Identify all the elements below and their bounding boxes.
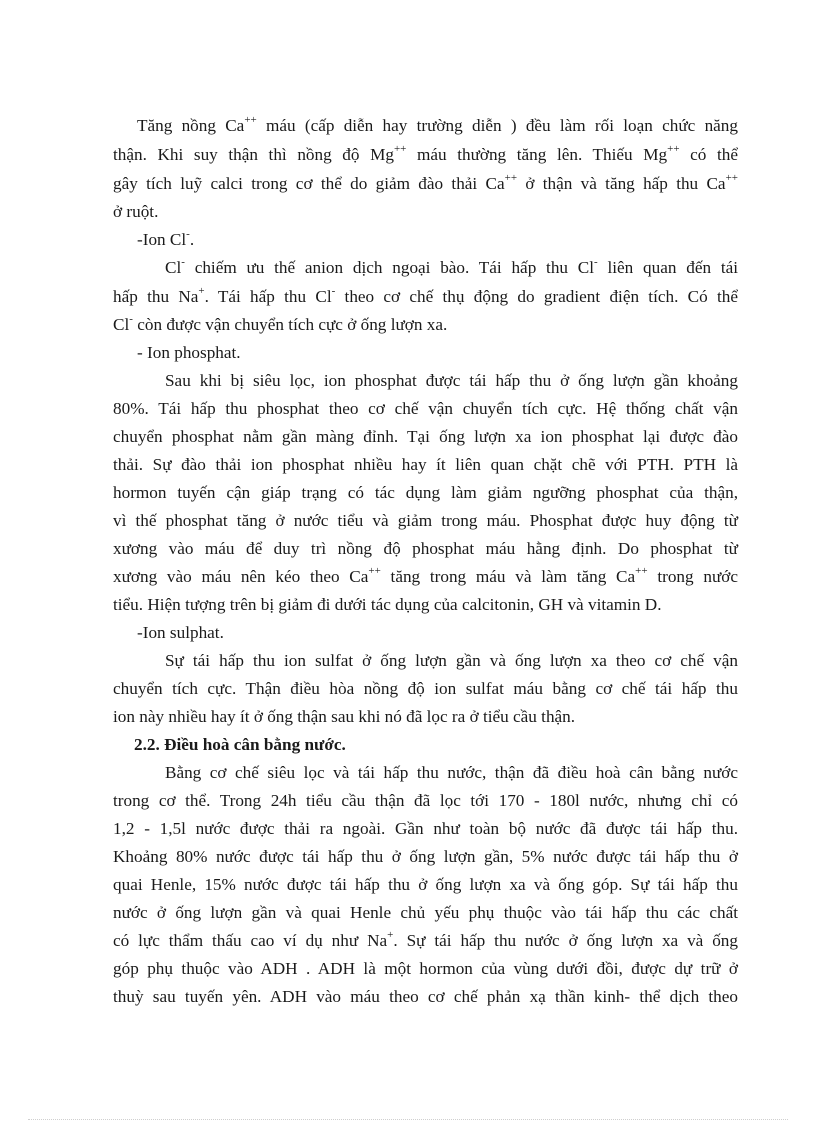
section-heading-ion-phosphat: - Ion phosphat. — [137, 343, 241, 362]
text-line: ở ruột. — [113, 202, 159, 221]
section-heading-2-2: 2.2. Điều hoà cân bằng nước. — [134, 735, 346, 754]
text-line: góp phụ thuộc vào ADH . ADH là một hormon của vùng dưới đồi, được dự trữ ở — [113, 959, 738, 978]
text-line: Tăng nồng Ca++ máu (cấp diễn hay trường diễn ) đều làm rối loạn chức năng — [137, 114, 738, 135]
section-heading-ion-sulphat: -Ion sulphat. — [137, 623, 224, 642]
text-line: thận. Khi suy thận thì nồng độ Mg++ máu thường tăng lên. Thiếu Mg++ có thể — [113, 143, 738, 164]
text-line: chuyển tích cực. Thận điều hòa nồng độ ion sulfat máu bằng cơ chế tái hấp thu — [113, 679, 738, 698]
text-line: thải. Sự đào thải ion phosphat nhiều hay ít liên quan chặt chẽ với PTH. PTH là — [113, 455, 738, 474]
text-line: xương vào máu để duy trì nồng độ phosphat máu hằng định. Do phosphat từ — [113, 539, 738, 558]
text-line: Cl- còn được vận chuyển tích cực ở ống lượn xa. — [113, 313, 448, 334]
text-line: nước ở ống lượn gần và quai Henle chủ yếu phụ thuộc vào tái hấp thu các chất — [113, 903, 738, 922]
text-line: gây tích luỹ calci trong cơ thể do giảm đào thải Ca++ ở thận và tăng hấp thu Ca++ — [113, 172, 738, 193]
text-line: 1,2 - 1,5l nước được thải ra ngoài. Gần như toàn bộ nước đã được tái hấp thu. — [113, 819, 738, 838]
text-line: vì thế phosphat tăng ở nước tiểu và giảm trong máu. Phosphat được huy động từ — [113, 511, 738, 530]
text-line: hormon tuyến cận giáp trạng có tác dụng làm giảm ngưỡng phosphat của thận, — [113, 483, 738, 502]
text-line: trong cơ thể. Trong 24h tiểu cầu thận đã lọc tới 170 - 180l nước, nhưng chỉ có — [113, 791, 738, 810]
text-line: thuỳ sau tuyến yên. ADH vào máu theo cơ chế phản xạ thần kinh- thể dịch theo — [113, 987, 738, 1006]
text-line: Sau khi bị siêu lọc, ion phosphat được tái hấp thu ở ống lượn gần khoảng — [165, 371, 738, 390]
text-line: Bằng cơ chế siêu lọc và tái hấp thu nước, thận đã điều hoà cân bằng nước — [165, 763, 738, 782]
text-line: có lực thẩm thấu cao ví dụ như Na+. Sự tái hấp thu nước ở ống lượn xa và ống — [113, 929, 738, 950]
text-line: chuyển phosphat nằm gần màng đỉnh. Tại ống lượn xa ion phosphat lại được đào — [113, 427, 738, 446]
page-bottom-rule — [28, 1119, 788, 1120]
text-line: xương vào máu nên kéo theo Ca++ tăng trong máu và làm tăng Ca++ trong nước — [113, 565, 738, 586]
section-heading-ion-cl: -Ion Cl-. — [137, 228, 195, 249]
text-line: hấp thu Na+. Tái hấp thu Cl- theo cơ chế thụ động do gradient điện tích. Có thể — [113, 285, 738, 306]
text-line: quai Henle, 15% nước được tái hấp thu ở ống lượn xa và ống góp. Sự tái hấp thu — [113, 875, 738, 894]
text-line: 80%. Tái hấp thu phosphat theo cơ chế vận chuyển tích cực. Hệ thống chất vận — [113, 399, 738, 418]
text-line: tiểu. Hiện tượng trên bị giảm đi dưới tác dụng của calcitonin, GH và vitamin D. — [113, 595, 662, 614]
text-line: Sự tái hấp thu ion sulfat ở ống lượn gần và ống lượn xa theo cơ chế vận — [165, 651, 738, 670]
text-line: Cl- chiếm ưu thế anion dịch ngoại bào. Tái hấp thu Cl- liên quan đến tái — [165, 256, 738, 277]
text-line: ion này nhiều hay ít ở ống thận sau khi nó đã lọc ra ở tiểu cầu thận. — [113, 707, 576, 726]
text-line: Khoảng 80% nước được tái hấp thu ở ống lượn gần, 5% nước được tái hấp thu ở — [113, 847, 738, 866]
